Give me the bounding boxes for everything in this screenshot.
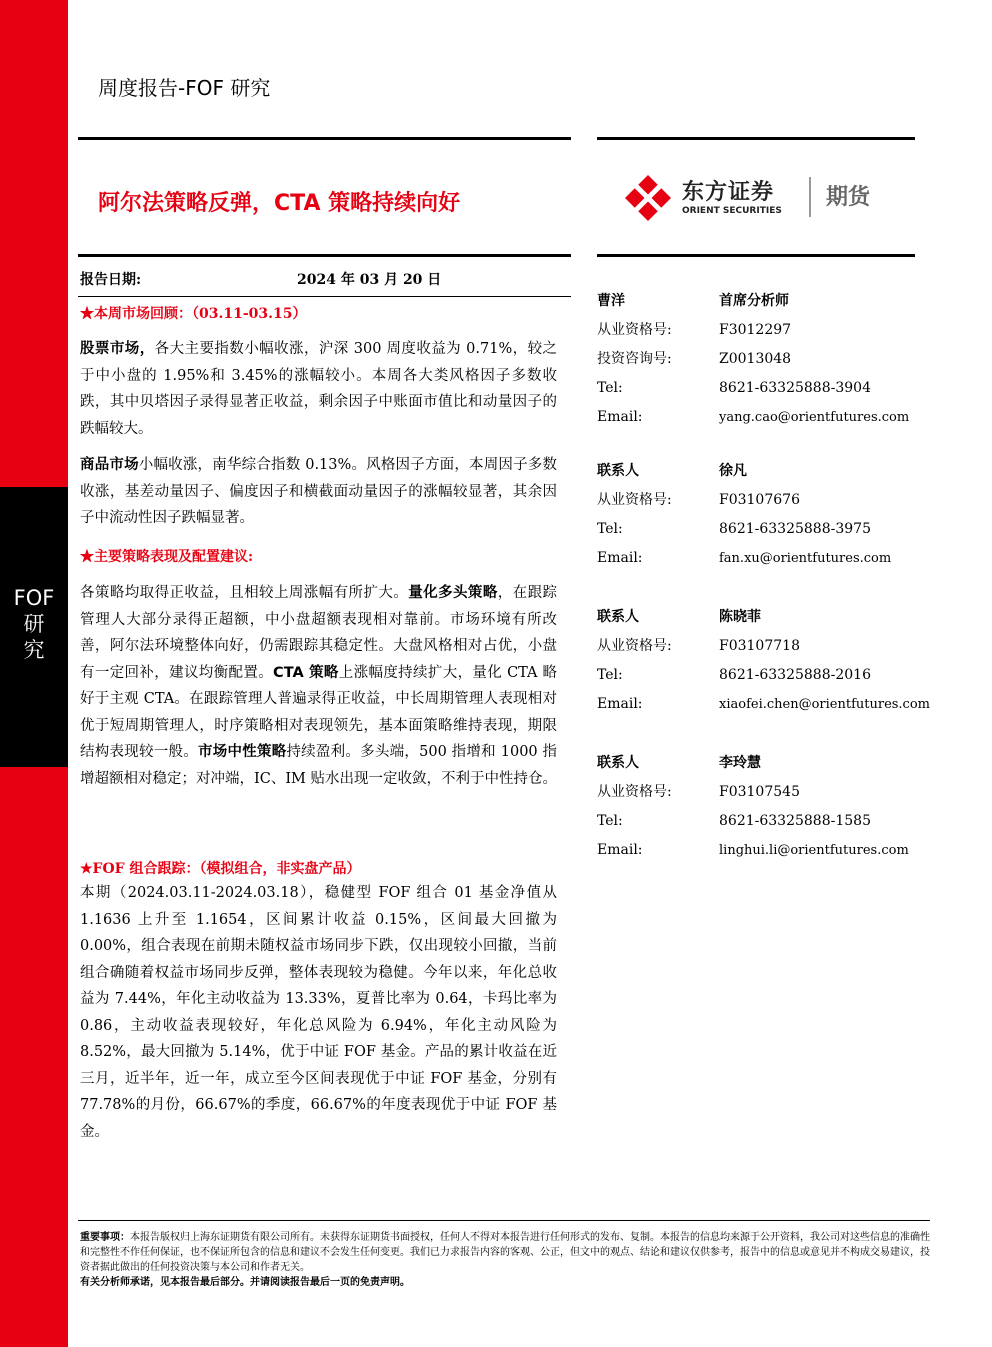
contact-label: Email: (597, 409, 643, 425)
paragraph-strategy (80, 580, 557, 792)
text: 各策略均取得正收益，且相较上周涨幅有所扩大。 (80, 585, 409, 601)
paragraph-fof: 本期（2024.03.11-2024.03.18），稳健型 FOF 组合 01 基金净值从 1.1636 上升至 1.1654，区间累计收益 0.15%，区间最大回撤为 0.00%，组合表现在前期未随权益市场同步下跌，仅出现较小回撤，当前组合确随着权益市场同步反弹，整体表现较为稳健。今年以来，年化总收益为 7.44%，年化主动收益为 13.33%，夏普比率为 0.64，卡玛比率为 0.86，主动收益表现较好，年化总风险为 6.94%，年化主动风险为 8.52%，最大回撤为 5.14%，优于中证 FOF 基金。产品的累计收益在近三月，近半年，近一年，成立至今区间表现优于中证 FOF 基金，分别有 77.78%的月份，66.67%的季度，66.67%的年度表现优于中证 FOF 基金。 (80, 885, 557, 1140)
contact-name: 李玲慧 (719, 755, 761, 771)
report-title: 阿尔法策略反弹，CTA 策略持续向好 (98, 191, 461, 216)
contact-label: 从业资格号: (597, 492, 672, 508)
contact-email[interactable]: fan.xu@orientfutures.com (719, 551, 892, 566)
contact-row (597, 287, 917, 316)
contact-label: Email: (597, 550, 643, 566)
divider (78, 296, 571, 297)
contact-row (597, 632, 917, 661)
contact-title: 首席分析师 (719, 293, 789, 309)
logo-cn-text: 东方证券 (682, 180, 775, 205)
section-heading-market-review: ★本周市场回顾：（03.11-03.15） (80, 306, 307, 322)
section-heading-fof: ★FOF 组合跟踪：（模拟组合，非实盘产品） (80, 861, 361, 877)
section-tag (0, 487, 68, 767)
contact-label: Email: (597, 696, 643, 712)
logo-division: 期货 (826, 185, 871, 210)
paragraph-commodity-market (80, 452, 557, 532)
contact-value: F03107545 (719, 784, 800, 800)
section-tag-line3: 究 (23, 638, 45, 662)
contact-value: F3012297 (719, 322, 792, 338)
lead-cta: CTA 策略 (273, 664, 339, 681)
text: 各大主要指数小幅收涨，沪深 300 周度收益为 0.71%，较之于中小盘的 1.95%和 3.45%的涨幅较小。本周各大类风格因子多数收跌，其中贝塔因子录得显著正收益，剩余因子中账面市值比和动量因子的跌幅较大。 (80, 341, 558, 437)
contact-row (597, 486, 917, 515)
section-tag-line2: 研 (23, 612, 45, 636)
disclaimer-body: 本报告版权归上海东证期货有限公司所有。未获得东证期货书面授权，任何人不得对本报告进行任何形式的发布、复制。本报告的信息均来源于公开资料，我公司对这些信息的准确性和完整性不作任何保证，也不保证所包含的信息和建议不会发生任何变更。我们已力求报告内容的客观、公正，但文中的观点、结论和建议仅供参考，报告中的信息或意见并不构成交易建议，投资者据此做出的任何投资决策与本公司和作者无关。 (80, 1232, 930, 1273)
contact-email[interactable]: linghui.li@orientfutures.com (719, 843, 909, 858)
section-tag-line1: FOF (13, 586, 55, 610)
contact-name: 陈晓菲 (719, 609, 761, 625)
contact-card (597, 749, 917, 865)
contact-label: 联系人 (597, 463, 639, 479)
text: 小幅收涨，南华综合指数 0.13%。风格因子方面，本周因子多数收涨，基差动量因子、偏度因子和横截面动量因子的涨幅较显著，其余因子中流动性因子跌幅显著。 (80, 457, 558, 526)
contact-row (597, 316, 917, 345)
orient-logo-icon (625, 175, 671, 221)
contact-row (597, 690, 930, 719)
company-logo (625, 173, 895, 223)
divider (78, 1220, 930, 1221)
contact-row (597, 345, 917, 374)
lead-market-neutral: 市场中性策略 (197, 744, 287, 760)
contact-row (597, 603, 917, 632)
contact-row (597, 661, 917, 690)
contact-card (597, 603, 930, 719)
contact-label: 联系人 (597, 609, 639, 625)
lead-quant-long: 量化多头策略 (408, 585, 498, 601)
report-date-label: 报告日期: (80, 272, 142, 288)
contact-label: Tel: (597, 380, 623, 396)
contact-value: F03107676 (719, 492, 800, 508)
contact-row (597, 836, 917, 865)
contact-value: Z0013048 (719, 351, 792, 367)
text: 持续盈利。多头端，500 指增和 1000 指增超额相对稳定；对冲端，IC、IM 贴水出现一定收敛，不利于中性持仓。 (80, 744, 558, 787)
contact-value: 8621-63325888-3904 (719, 380, 871, 396)
contact-row (597, 807, 917, 836)
divider (78, 254, 571, 257)
disclaimer-lead: 重要事项： (80, 1232, 130, 1243)
text: ，在跟踪管理人大部分录得正超额，中小盘超额表现相对靠前。市场环境有所改善，阿尔法环境整体向好，仍需跟踪其稳定性。大盘风格相对占优，小盘有一定回补，建议均衡配置。 (80, 585, 558, 681)
contact-name: 徐凡 (719, 463, 747, 479)
logo-separator (809, 177, 811, 217)
text: 上涨幅度持续扩大，量化 CTA 略好于主观 CTA。在跟踪管理人普遍录得正收益，中长周期管理人表现相对优于短周期管理人，时序策略相对表现领先，基本面策略维持表现，期限结构表现较一般。 (80, 664, 557, 760)
contact-row (597, 374, 917, 403)
contact-value: 8621-63325888-2016 (719, 667, 871, 683)
disclaimer (80, 1230, 930, 1290)
lead-stock-market: 股票市场， (80, 341, 155, 357)
contact-label: 从业资格号: (597, 784, 672, 800)
contact-row (597, 515, 917, 544)
contact-value: F03107718 (719, 638, 800, 654)
contact-label: 联系人 (597, 755, 639, 771)
contact-name: 曹洋 (597, 293, 625, 309)
contact-card (597, 457, 917, 573)
section-heading-strategy: ★主要策略表现及配置建议: (80, 549, 254, 565)
contact-row (597, 749, 917, 778)
contact-row (597, 778, 917, 807)
divider (597, 254, 915, 257)
contact-label: Tel: (597, 813, 623, 829)
lead-commodity-market: 商品市场 (80, 457, 139, 473)
contact-email[interactable]: xiaofei.chen@orientfutures.com (719, 697, 930, 712)
contact-value: 8621-63325888-1585 (719, 813, 871, 829)
logo-en-text: ORIENT SECURITIES (682, 206, 782, 216)
contact-label: Tel: (597, 521, 623, 537)
contact-card (597, 287, 917, 432)
divider (597, 137, 915, 140)
contact-label: Email: (597, 842, 643, 858)
contact-value: 8621-63325888-3975 (719, 521, 871, 537)
disclaimer-analyst-note: 有关分析师承诺，见本报告最后部分。并请阅读报告最后一页的免责声明。 (80, 1277, 410, 1288)
contact-email[interactable]: yang.cao@orientfutures.com (719, 410, 910, 425)
contact-row (597, 403, 917, 432)
contact-row (597, 457, 917, 486)
report-date-value: 2024 年 03 月 20 日 (297, 272, 442, 288)
contact-row (597, 544, 917, 573)
divider (78, 137, 571, 140)
contact-label: 从业资格号: (597, 322, 672, 338)
contact-label: Tel: (597, 667, 623, 683)
contact-label: 从业资格号: (597, 638, 672, 654)
paragraph-stock-market (80, 336, 557, 442)
report-type-header: 周度报告-FOF 研究 (98, 76, 271, 100)
contact-label: 投资咨询号: (597, 351, 672, 367)
